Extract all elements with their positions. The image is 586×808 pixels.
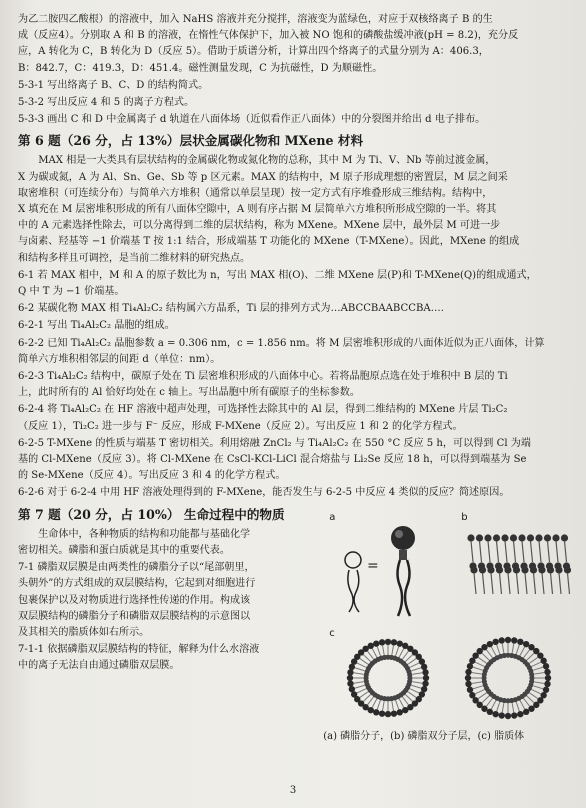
paragraph-line: 密切相关。磷脂和蛋白质就是其中的重要代表。 bbox=[18, 544, 230, 556]
question-6-2-5-cont: 基的 Cl-MXene（反应 3）。将 Cl-MXene 在 CsCl-KCl-LiCl 混合熔盐与 Li₂Se 反应 18 h，可以得到端基为 Se bbox=[18, 454, 527, 466]
question-7-1-cont: 及其相关的脂质体如右所示。 bbox=[18, 626, 150, 638]
paragraph-line: X 为碳或氮，A 为 Al、Sn、Ge、Sb 等 p 区元素。MAX 的结构中，M 原子形成理想的密置层，M 层之间采 bbox=[18, 171, 508, 183]
intro-line: 应，A 转化为 C，B 转化为 D（反应 5）。借助于质谱分析，计算出四个络离子的式量分别为 A：406.3， bbox=[18, 46, 489, 58]
question-6-1-cont: Q 中 T 为 −1 价端基。 bbox=[18, 286, 125, 298]
question-6-2-2-cont: 简单六方堆积相邻层的间距 d（单位：nm）。 bbox=[18, 353, 221, 365]
question-6-2-5: 6-2-5 T-MXene 的性质与端基 T 密切相关。利用熔融 ZnCl₂ 与 Ti₄Al₂C₂ 在 550 °C 反应 5 h，可以得到 Cl 为端 bbox=[18, 437, 531, 449]
section7 bbox=[18, 502, 570, 742]
figure-caption: (a) 磷脂分子，(b) 磷脂双分子层，(c) 脂质体 bbox=[323, 730, 525, 742]
section7-text bbox=[18, 502, 323, 742]
question-7-1-1-cont: 中的离子无法自由通过磷脂双层膜。 bbox=[18, 660, 180, 672]
lipid-figure bbox=[323, 502, 570, 742]
intro-line: B：842.7，C：419.3，D：451.4。磁性测量发现，C 为抗磁性，D 为顺磁性。 bbox=[18, 62, 383, 74]
question-6-2: 6-2 某碳化物 MAX 相 Ti₄Al₂C₂ 结构属六方晶系，Ti 层的排列方式为…ABCCBAABCCBA…. bbox=[18, 303, 444, 315]
section6-title: 第 6 题（26 分，占 13%）层状金属碳化物和 MXene 材料 bbox=[18, 133, 364, 149]
paragraph-line: 中的 A 元素选择性除去，可以分离得到二维的层状结构，称为 MXene。MXene 层中，最外层 M 可进一步 bbox=[18, 220, 501, 232]
question-5-3-3: 5-3-3 画出 C 和 D 中金属离子 d 轨道在八面体场（近似看作正八面体）中的分裂图并给出 d 电子排布。 bbox=[18, 114, 486, 126]
phospholipid-bilayer-illustration bbox=[465, 528, 575, 610]
question-6-2-3: 6-2-3 Ti₄Al₂C₂ 结构中，碳原子处在 Ti 层密堆积形成的八面体中心。若将晶胞原点选在处于堆积中 B 层的 Ti bbox=[18, 371, 508, 383]
question-7-1-cont: 头朝外”的方式组成的双层膜结构，它起到对细胞进行 bbox=[18, 578, 256, 590]
figure-label-c: c bbox=[329, 627, 335, 639]
phospholipid-molecule-illustration bbox=[341, 516, 441, 626]
question-7-1-cont: 包裹保护以及对物质进行选择性传递的作用。构成该 bbox=[18, 594, 251, 606]
section7-title: 第 7 题（20 分，占 10%） 生命过程中的物质 bbox=[18, 506, 285, 522]
question-7-1-cont: 双层膜结构的磷脂分子和磷脂双层膜结构的示意图以 bbox=[18, 610, 251, 622]
question-6-2-5-cont: 的 Se-MXene（反应 4）。写出反应 3 和 4 的化学方程式。 bbox=[18, 470, 286, 482]
question-5-3-2: 5-3-2 写出反应 4 和 5 的离子方程式。 bbox=[18, 97, 195, 109]
figure-label-b: b bbox=[461, 511, 468, 523]
paragraph-line: X 填充在 M 层密堆积形成的所有八面体空隙中，A 则有序占据 M 层简单六方堆积所形成空隙的一半。将其 bbox=[18, 204, 497, 216]
paragraph-line: 和结构多样且可调控，是当前二维材料的研究热点。 bbox=[18, 252, 251, 264]
question-6-2-2: 6-2-2 已知 Ti₄Al₂C₂ 晶胞参数 a = 0.306 nm，c = 1.856 nm。将 M 层密堆积形成的八面体近似为正八面体，计算 bbox=[18, 337, 545, 349]
figure-label-a: a bbox=[329, 511, 336, 523]
section6 bbox=[18, 132, 570, 501]
page-number: 3 bbox=[289, 785, 297, 796]
question-7-1-1: 7-1-1 依据磷脂双层膜结构的特征，解释为什么水溶液 bbox=[18, 644, 260, 656]
question-6-2-4-cont: （反应 1），Ti₂C₂ 进一步与 F⁻ 反应，形成 F-MXene（反应 2）。写出反应 1 和 2 的化学方程式。 bbox=[18, 420, 463, 432]
svg-text:=: = bbox=[367, 557, 379, 574]
paragraph-line: 取密堆积（可连续分布）与简单六方堆积（通常以单层呈现）按一定方式有序堆叠形成三维结构。结构中， bbox=[18, 187, 493, 199]
section5-tail bbox=[18, 12, 570, 128]
question-6-2-3-cont: 上，此时所有的 Al 恰好均处在 c 轴上。写出晶胞中所有碳原子的坐标参数。 bbox=[18, 387, 360, 399]
intro-line: 为乙二胺四乙酸根）的溶液中，加入 NaHS 溶液并充分搅拌，溶液变为蓝绿色，对应于双核络离子 B 的生 bbox=[18, 14, 493, 25]
question-6-2-4: 6-2-4 将 Ti₄Al₂C₂ 在 HF 溶液中超声处理，可选择性去除其中的 Al 层，得到二维结构的 MXene 片层 Ti₂C₂ bbox=[18, 404, 508, 416]
question-7-1: 7-1 磷脂双层膜是由两类性的磷脂分子以“尾部朝里， bbox=[18, 562, 255, 574]
question-5-3-1: 5-3-1 写出络离子 B、C、D 的结构简式。 bbox=[18, 79, 209, 91]
question-6-2-1: 6-2-1 写出 Ti₄Al₂C₂ 晶胞的组成。 bbox=[18, 320, 175, 332]
paragraph-line: 生命体中，各种物质的结构和功能都与基础化学 bbox=[38, 528, 251, 540]
intro-line: 成（反应4）。分别取 A 和 B 的溶液，在惰性气体保护下，加入被 NO 饱和的磷酸盐缓冲液(pH = 8.2)，充分反 bbox=[18, 30, 519, 42]
paragraph-line: MAX 相是一大类具有层状结构的金属碳化物或氮化物的总称，其中 M 为 Ti、V、Nb 等前过渡金属， bbox=[38, 155, 496, 167]
question-6-2-6: 6-2-6 对于 6-2-4 中用 HF 溶液处理得到的 F-MXene，能否发生与 6-2-5 中反应 4 类似的反应？简述原因。 bbox=[18, 487, 510, 499]
liposome-illustration bbox=[333, 636, 573, 722]
paragraph-line: 与卤素、羟基等 −1 价端基 T 按 1:1 结合，形成端基 T 功能化的 MXene（T-MXene）。因此，MXene 的组成 bbox=[18, 236, 520, 248]
question-6-1: 6-1 若 MAX 相中，M 和 A 的原子数比为 n，写出 MAX 相(O)、二维 MXene 层(P)和 T-MXene(Q)的组成通式， bbox=[18, 269, 537, 281]
